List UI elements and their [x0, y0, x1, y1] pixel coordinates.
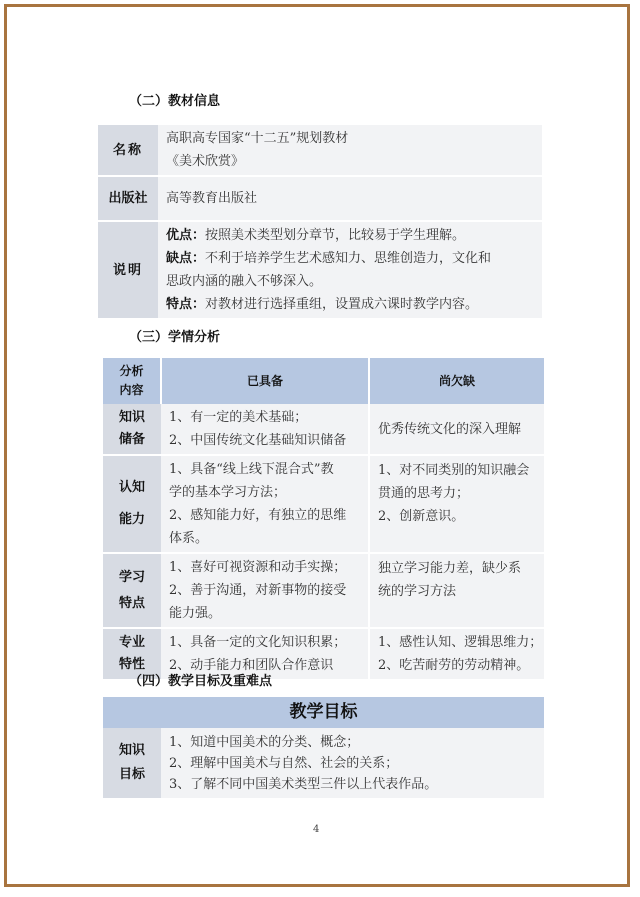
disadvantage-line-2: 思政内涵的融入不够深入。	[166, 274, 323, 289]
cell-line: 2、中国传统文化基础知识储备	[169, 433, 347, 448]
row-label-line: 知识	[118, 410, 145, 425]
knowledge-goal-label	[103, 728, 161, 798]
disadvantage-key: 缺点：	[166, 251, 206, 266]
cell-have	[161, 455, 369, 553]
cell-line: 学的基本学习方法；	[169, 485, 287, 500]
teaching-goals-table	[103, 697, 544, 798]
cell-line: 2、感知能力好，有独立的思维	[169, 508, 347, 523]
header-analysis	[103, 358, 161, 404]
cell-line: 统的学习方法	[378, 584, 457, 599]
learner-analysis-table	[103, 358, 544, 679]
cell-line: 1、感性认知、逻辑思维力；	[378, 635, 543, 650]
cell-line: 体系。	[169, 531, 209, 546]
textbook-name	[158, 125, 542, 176]
knowledge-goal-items	[161, 728, 544, 798]
disadvantage-text: 不利于培养学生艺术感知力、思维创造力，文化和	[205, 251, 492, 266]
row-label-learning	[103, 553, 161, 628]
cell-line: 1、喜好可视资源和动手实操；	[169, 560, 347, 575]
textbook-name-line-1: 高职高专国家“十二五”规划教材	[166, 131, 349, 146]
publisher-label: 出版社	[98, 176, 158, 221]
header-analysis-line-2: 内容	[119, 383, 144, 397]
row-label-line: 特点	[118, 595, 145, 611]
cell-line: 优秀传统文化的深入理解	[378, 421, 522, 437]
feature-key: 特点：	[166, 297, 206, 312]
cell-line: 2、创新意识。	[378, 509, 465, 524]
advantage-key: 优点：	[166, 228, 206, 243]
goal-item: 2、理解中国美术与自然、社会的关系；	[169, 755, 399, 771]
cell-lack	[369, 553, 544, 628]
row-label-line: 储备	[118, 432, 145, 447]
cell-line: 贯通的思考力；	[378, 486, 470, 501]
cell-line: 2、吃苦耐劳的劳动精神。	[378, 658, 530, 673]
name-label: 名称	[98, 125, 158, 176]
cell-line: 1、对不同类别的知识融会	[378, 463, 530, 478]
goal-item: 1、知道中国美术的分类、概念；	[169, 734, 360, 750]
description-label: 说明	[98, 221, 158, 318]
cell-lack	[369, 404, 544, 455]
row-label-line: 特性	[118, 657, 145, 672]
cell-line: 能力强。	[169, 606, 222, 621]
advantage-line	[166, 224, 534, 247]
cell-line: 1、有一定的美术基础；	[169, 410, 308, 425]
section-title-goals: （四）教学目标及重难点	[129, 674, 273, 689]
textbook-name-line-2: 《美术欣赏》	[166, 154, 245, 169]
textbook-info-table	[98, 125, 542, 318]
cell-line: 1、具备“线上线下混合式”教	[169, 462, 334, 477]
row-label-line: 学习	[118, 569, 145, 585]
row-label-knowledge	[103, 404, 161, 455]
disadvantage-line	[166, 247, 534, 270]
goal-label-line: 目标	[118, 767, 145, 782]
goal-item: 3、了解不同中国美术类型三件以上代表作品。	[169, 776, 438, 792]
row-label-line: 专业	[118, 635, 145, 650]
row-label-line: 认知	[118, 480, 145, 495]
row-label-line: 能力	[118, 512, 145, 527]
section-title-textbook: （二）教材信息	[129, 94, 221, 109]
feature-line	[166, 293, 534, 316]
section-title-learner: （三）学情分析	[129, 330, 221, 345]
description-value	[158, 221, 542, 318]
page-number: 4	[313, 824, 320, 835]
header-have: 已具备	[161, 358, 369, 404]
header-analysis-line-1: 分析	[119, 364, 144, 378]
cell-line: 2、善于沟通，对新事物的接受	[169, 583, 347, 598]
advantage-text: 按照美术类型划分章节，比较易于学生理解。	[205, 228, 466, 243]
cell-lack	[369, 455, 544, 553]
row-label-cognition	[103, 455, 161, 553]
goal-label-line: 知识	[118, 743, 145, 758]
header-lack: 尚欠缺	[369, 358, 544, 404]
cell-have	[161, 553, 369, 628]
cell-line: 1、具备一定的文化知识积累；	[169, 635, 347, 650]
cell-line: 2、动手能力和团队合作意识	[169, 658, 334, 673]
feature-text: 对教材进行选择重组，设置成六课时教学内容。	[205, 297, 479, 312]
cell-line: 独立学习能力差，缺少系	[378, 561, 522, 576]
cell-have	[161, 404, 369, 455]
teaching-goals-header: 教学目标	[103, 697, 544, 728]
cell-lack	[369, 628, 544, 679]
publisher-value: 高等教育出版社	[158, 176, 542, 221]
